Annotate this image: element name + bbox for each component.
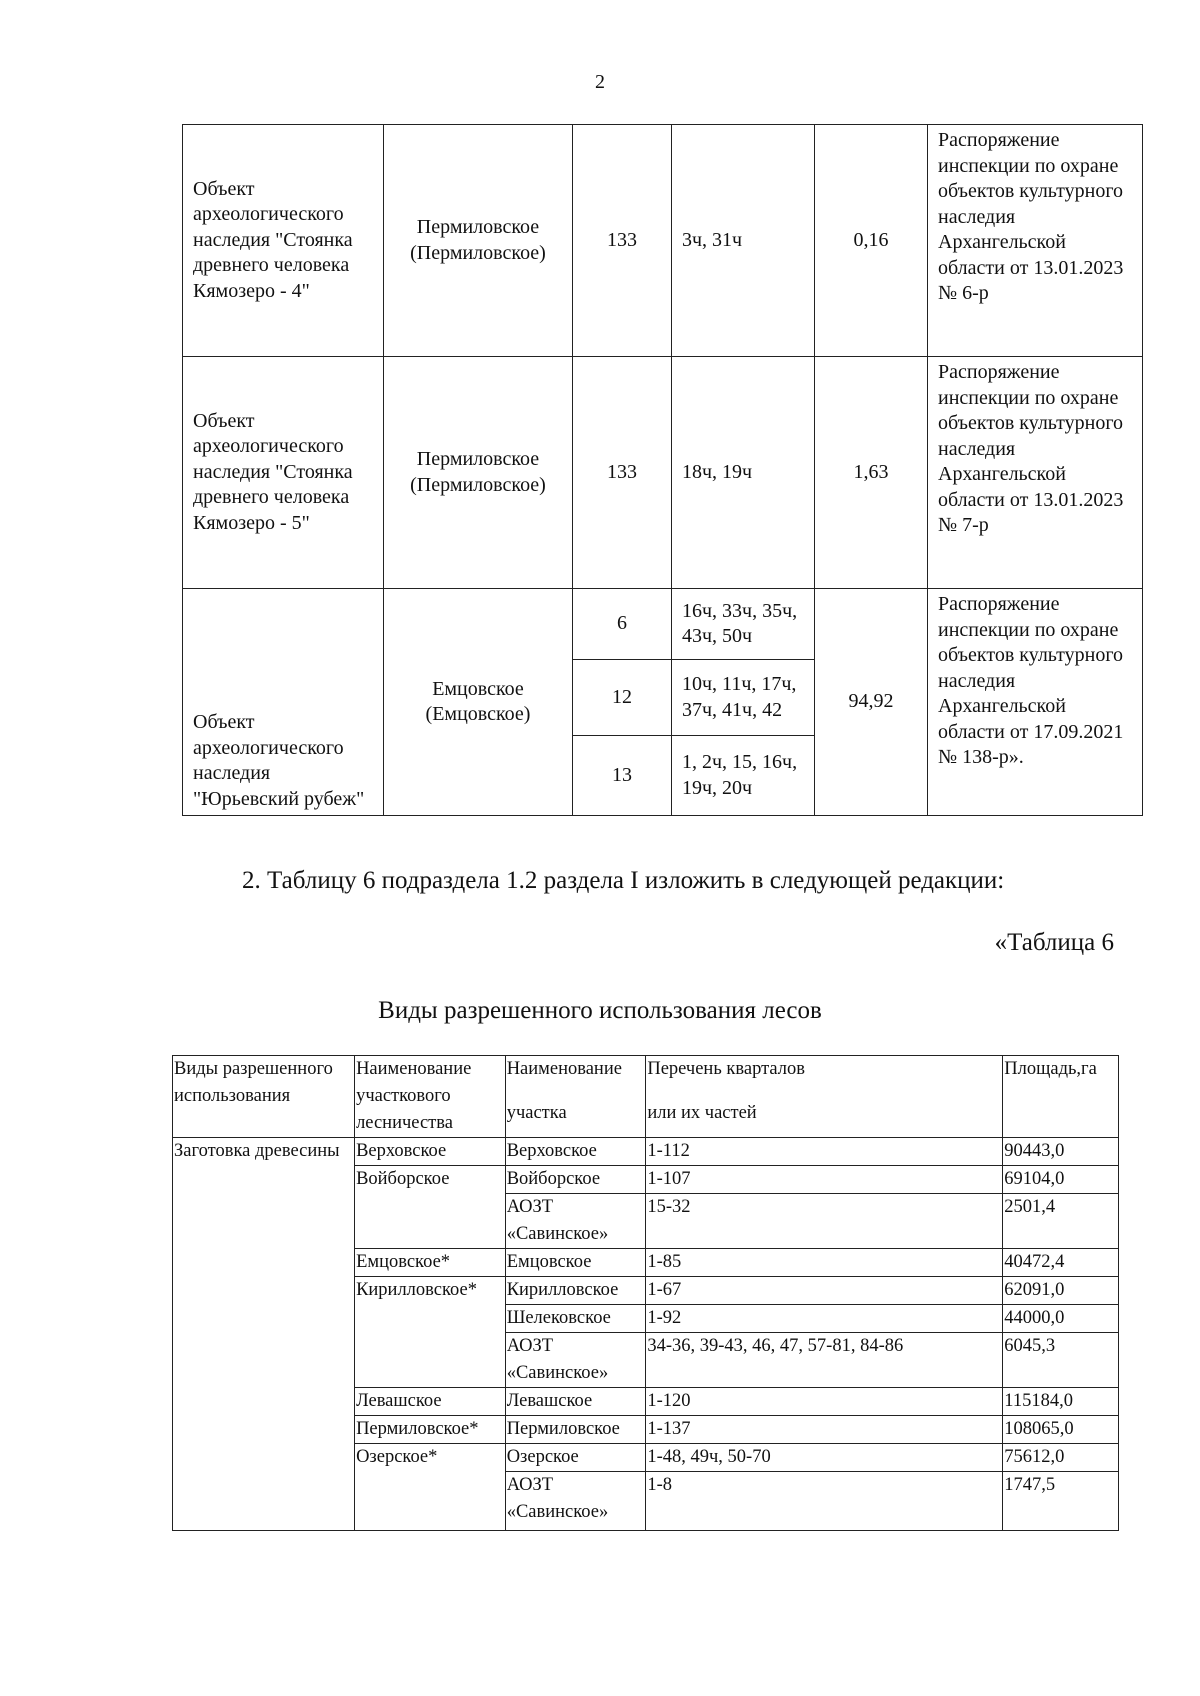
kvartaly-cell: 1-120 [646,1388,1003,1416]
uchastok-cell: Пермиловское [505,1416,646,1444]
lesnichestvo-cell: Левашское [355,1388,506,1416]
header-kvartaly-line1: Перечень кварталов [647,1059,805,1079]
document-cell: Распоряжение инспекции по охране объектов культурного наследия Архангельской области от 13.01.2023 № 7-р [928,357,1143,589]
uchastok-cell: Верховское [505,1138,646,1166]
table-label: «Таблица 6 [994,929,1114,956]
area-cell: 94,92 [815,589,928,816]
lesnichestvo-cell: Пермиловское* [355,1416,506,1444]
uchastok-cell: Левашское [505,1388,646,1416]
uchastok-cell: АОЗТ «Савинское» [505,1472,646,1531]
ploshchad-cell: 62091,0 [1003,1277,1119,1305]
ploshchad-cell: 69104,0 [1003,1166,1119,1194]
object-cell: Объект археологического наследия "Юрьевский рубеж" [183,589,384,816]
table-row [183,589,1143,660]
vydely-cell: 1, 2ч, 15, 16ч, 19ч, 20ч [672,736,815,816]
vydely-cell: 18ч, 19ч [672,357,815,589]
header-kvartaly [646,1056,1003,1138]
table-row [173,1138,1119,1166]
uchastok-cell: Кирилловское [505,1277,646,1305]
header-uchastok-line2: участка [506,1103,567,1123]
heritage-objects-table [182,124,1143,816]
kvartaly-cell: 34-36, 39-43, 46, 47, 57-81, 84-86 [646,1333,1003,1388]
document-cell: Распоряжение инспекции по охране объектов культурного наследия Архангельской области от 17.09.2021 № 138-р». [928,589,1143,816]
uchastok-cell: АОЗТ «Савинское» [505,1333,646,1388]
table-title: Виды разрешенного использования лесов [378,997,822,1024]
uchastok-cell: Войборское [505,1166,646,1194]
vid-cell: Заготовка древесины [173,1138,355,1531]
kvartal-cell: 133 [573,125,672,357]
kvartaly-cell: 1-85 [646,1249,1003,1277]
kvartaly-cell: 15-32 [646,1194,1003,1249]
kvartaly-cell: 1-107 [646,1166,1003,1194]
header-lesnichestvo: Наименование участкового лесничества [355,1056,506,1138]
page-number: 2 [595,71,605,93]
vydely-cell: 3ч, 31ч [672,125,815,357]
uchastok-cell: АОЗТ «Савинское» [505,1194,646,1249]
ploshchad-cell: 2501,4 [1003,1194,1119,1249]
lesnichestvo-cell: Войборское [355,1166,506,1249]
kvartaly-cell: 1-112 [646,1138,1003,1166]
header-vid: Виды разрешенного использования [173,1056,355,1138]
header-ploshchad: Площадь,га [1003,1056,1119,1138]
paragraph-2: 2. Таблицу 6 подраздела 1.2 раздела I изложить в следующей редакции: [242,867,1005,894]
ploshchad-cell: 6045,3 [1003,1333,1119,1388]
kvartaly-cell: 1-48, 49ч, 50-70 [646,1444,1003,1472]
table-row [183,125,1143,357]
ploshchad-cell: 1747,5 [1003,1472,1119,1531]
header-uchastok [505,1056,646,1138]
object-cell: Объект археологического наследия "Стоянка древнего человека Кямозеро - 5" [183,357,384,589]
area-cell: 0,16 [815,125,928,357]
kvartal-cell: 12 [573,660,672,736]
lesnichestvo-cell: Пермиловское (Пермиловское) [384,357,573,589]
ploshchad-cell: 40472,4 [1003,1249,1119,1277]
lesnichestvo-cell: Озерское* [355,1444,506,1531]
lesnichestvo-cell: Верховское [355,1138,506,1166]
kvartaly-cell: 1-8 [646,1472,1003,1531]
table-header-row [173,1056,1119,1138]
header-kvartaly-line2: или их частей [647,1103,757,1123]
lesnichestvo-cell: Емцовское (Емцовское) [384,589,573,816]
kvartaly-cell: 1-92 [646,1305,1003,1333]
lesnichestvo-cell: Емцовское* [355,1249,506,1277]
ploshchad-cell: 44000,0 [1003,1305,1119,1333]
kvartal-cell: 133 [573,357,672,589]
header-uchastok-line1: Наименование [506,1059,622,1079]
kvartal-cell: 6 [573,589,672,660]
table-row [183,357,1143,589]
document-cell: Распоряжение инспекции по охране объектов культурного наследия Архангельской области от 13.01.2023 № 6-р [928,125,1143,357]
uchastok-cell: Емцовское [505,1249,646,1277]
lesnichestvo-cell: Кирилловское* [355,1277,506,1388]
ploshchad-cell: 90443,0 [1003,1138,1119,1166]
kvartaly-cell: 1-137 [646,1416,1003,1444]
uchastok-cell: Озерское [505,1444,646,1472]
ploshchad-cell: 108065,0 [1003,1416,1119,1444]
area-cell: 1,63 [815,357,928,589]
object-cell: Объект археологического наследия "Стоянка древнего человека Кямозеро - 4" [183,125,384,357]
uchastok-cell: Шелековское [505,1305,646,1333]
kvartal-cell: 13 [573,736,672,816]
forest-use-table [172,1055,1119,1531]
vydely-cell: 16ч, 33ч, 35ч, 43ч, 50ч [672,589,815,660]
ploshchad-cell: 115184,0 [1003,1388,1119,1416]
kvartaly-cell: 1-67 [646,1277,1003,1305]
vydely-cell: 10ч, 11ч, 17ч, 37ч, 41ч, 42 [672,660,815,736]
ploshchad-cell: 75612,0 [1003,1444,1119,1472]
lesnichestvo-cell: Пермиловское (Пермиловское) [384,125,573,357]
